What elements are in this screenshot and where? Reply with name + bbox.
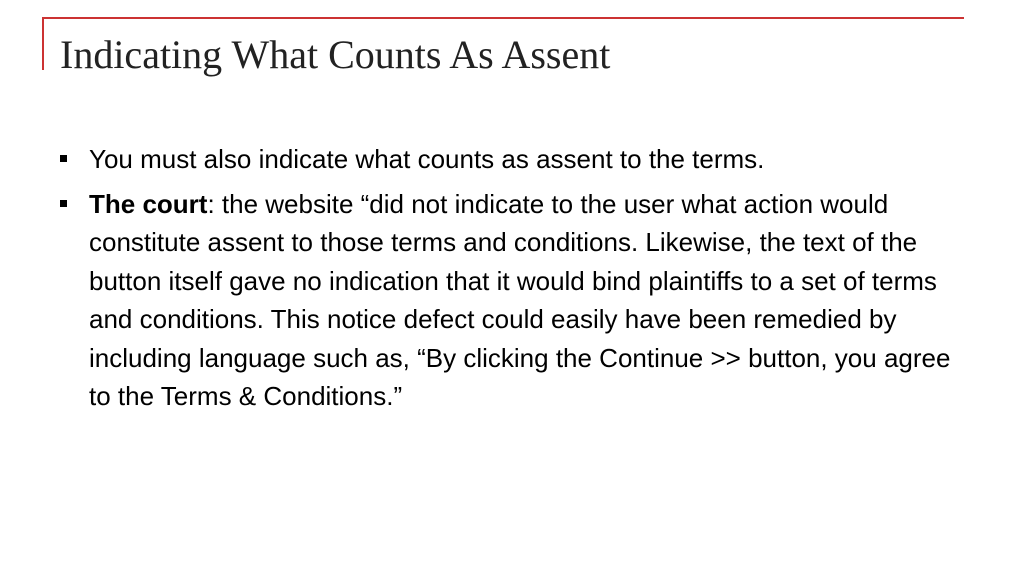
title-accent-rule-top [42, 17, 964, 19]
square-bullet-icon [60, 155, 67, 162]
bullet-text: You must also indicate what counts as assent to the terms. [89, 144, 765, 174]
bullet-item-court [60, 185, 960, 416]
bullet-list [60, 140, 960, 416]
square-bullet-icon [60, 200, 67, 207]
bullet-item-assent [60, 140, 960, 179]
title-accent-rule-left [42, 17, 44, 70]
bullet-lead: The court [89, 188, 208, 219]
slide-title: Indicating What Counts As Assent [60, 32, 611, 77]
bullet-text: : the website “did not indicate to the user what action would constitute assent to those terms and conditions. Likewise, the text of the button itself gave no indication that it would bind plaintiffs to a set of terms and conditions. This notice defect could easily have been remedied by including language such as, “By clicking the Continue >> button, you agree to the Terms & Conditions.” [89, 188, 951, 411]
